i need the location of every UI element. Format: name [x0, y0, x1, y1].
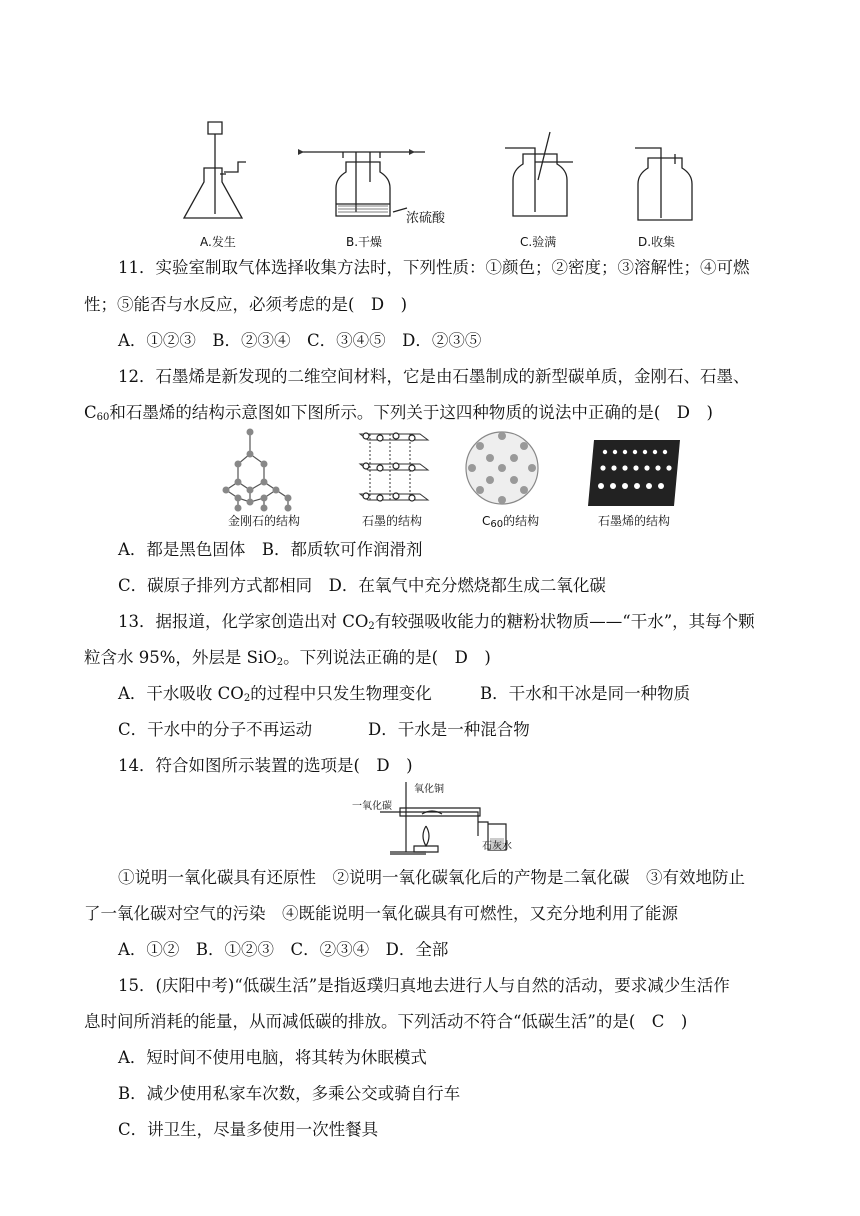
q13-line2-sub: 2	[276, 657, 284, 668]
q13-opta-post: 的过程中只发生物理变化	[250, 684, 432, 703]
q12-option-cd: C．碳原子排列方式都相同 D．在氧气中充分燃烧都生成二氧化碳	[118, 576, 606, 595]
q15-option-b: B．减少使用私家车次数，多乘公交或骑自行车	[118, 1084, 461, 1103]
q13-option-c: C．干水中的分子不再运动	[118, 720, 313, 739]
q12-c60-sub: 60	[96, 412, 110, 423]
q15-option-a: A．短时间不使用电脑，将其转为休眠模式	[118, 1048, 427, 1067]
q13-line2	[84, 648, 491, 673]
caption-c60-text: 的结构	[503, 514, 540, 528]
caption-c60-symbol: C	[482, 514, 491, 528]
caption-c60-sub: 60	[490, 519, 504, 530]
gas-apparatus-figure	[180, 112, 700, 252]
q15-line2: 息时间所消耗的能量，从而减低碳的排放。下列活动不符合“低碳生活”的是( C )	[84, 1012, 688, 1031]
caption-d: D.收集	[638, 235, 676, 249]
q15-line1: 15．(庆阳中考)“低碳生活”是指返璞归真地去进行人与自然的活动，要求减少生活作	[118, 976, 730, 995]
q14-line1: ①说明一氧化碳具有还原性 ②说明一氧化碳氧化后的产物是二氧化碳 ③有效地防止	[118, 868, 745, 887]
q14-options: A．①② B．①②③ C．②③④ D．全部	[118, 940, 449, 959]
q11-line1: 11．实验室制取气体选择收集方法时，下列性质：①颜色；②密度；③溶解性；④可燃	[118, 258, 750, 277]
q14-line2: 了一氧化碳对空气的污染 ④既能说明一氧化碳具有可燃性，又充分地利用了能源	[84, 904, 678, 923]
q13-option-a	[118, 684, 432, 709]
apparatus-drawings	[180, 112, 700, 252]
caption-graphite: 石墨的结构	[362, 514, 423, 528]
label-cuo: 氧化铜	[414, 784, 444, 795]
caption-graphene: 石墨烯的结构	[598, 514, 671, 528]
q13-option-d: D．干水是一种混合物	[368, 720, 530, 739]
q12-line2-text: 和石墨烯的结构示意图如下图所示。下列关于这四种物质的说法中正确的是( D )	[109, 403, 713, 422]
q11-options: A．①②③ B．②③④ C．③④⑤ D．②③⑤	[118, 331, 482, 350]
q13-line1-sub: 2	[368, 621, 375, 632]
q13-line1-pre: 13．据报道，化学家创造出对 CO	[118, 612, 369, 631]
q13-line1-post: 有较强吸收能力的糖粉状物质——“干水”，其每个颗	[374, 612, 755, 631]
q13-option-b: B．干水和干冰是同一种物质	[480, 684, 691, 703]
q13-line2-pre: 粒含水 95%，外层是 SiO	[84, 648, 277, 667]
q13-line2-post: 。下列说法正确的是( D )	[283, 648, 491, 667]
q12-option-ab: A．都是黑色固体 B．都质软可作润滑剂	[118, 540, 423, 559]
caption-c60	[482, 512, 539, 530]
q11-line2: 性；⑤能否与水反应，必须考虑的是( D )	[84, 295, 408, 314]
q14-stem: 14．符合如图所示装置的选项是( D )	[118, 756, 413, 775]
caption-b: B.干燥	[346, 235, 383, 249]
q12-line1: 12．石墨烯是新发现的二维空间材料，它是由石墨制成的新型碳单质，金刚石、石墨、	[118, 367, 750, 386]
caption-diamond: 金刚石的结构	[228, 514, 301, 528]
acid-label: 浓硫酸	[406, 211, 446, 226]
co-reduction-figure	[350, 776, 520, 858]
q12-c60: C	[84, 403, 97, 422]
q15-option-c: C．讲卫生，尽量多使用一次性餐具	[118, 1120, 379, 1139]
carbon-structures-figure	[210, 424, 680, 532]
label-limewater: 石灰水	[482, 841, 512, 852]
q13-line1	[118, 612, 755, 637]
label-co: 一氧化碳	[352, 801, 392, 812]
q13-opta-pre: A．干水吸收 CO	[118, 684, 244, 703]
caption-c: C.验满	[520, 235, 557, 249]
caption-a: A.发生	[200, 235, 236, 249]
q13-opta-sub: 2	[243, 693, 251, 704]
